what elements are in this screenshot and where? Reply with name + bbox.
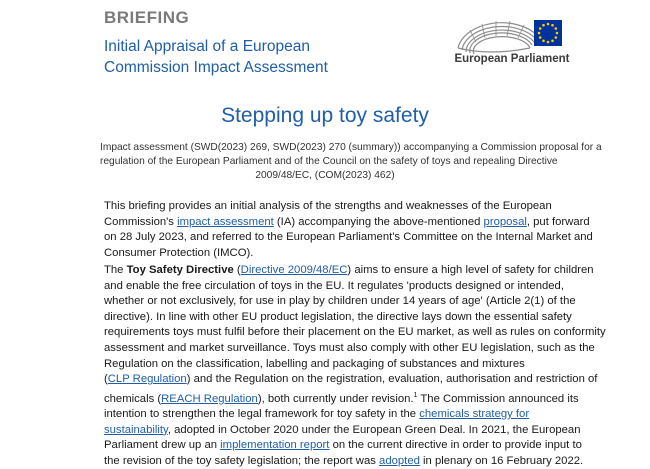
text: ) aims to ensure a high level of safety for children [347, 264, 594, 276]
toy-safety-paragraph [104, 263, 606, 469]
text-line: and enable the free circulation of toys in the EU. It regulates 'products designed or intended, [104, 279, 564, 292]
text-line: on 28 July 2023, and referred to the European Parliament's Committee on the Internal Market and [104, 231, 593, 244]
text-line: assessment and market surveillance. Toys must also comply with other EU legislation, such as the [104, 341, 595, 354]
text-line [104, 454, 584, 469]
european-parliament-logo [450, 8, 570, 78]
briefing-label: BRIEFING [104, 8, 190, 27]
chemicals-strategy-link[interactable]: sustainability [104, 423, 168, 436]
text-line: requirements toys must fulfil before their placement on the EU market, as well as rules on conformity [104, 326, 606, 339]
text: chemicals ( [104, 392, 162, 405]
text-line: (CLP Regulation) and the Regulation on the registration, evaluation, authorisation and restriction of [104, 373, 598, 386]
ia-reference-line: 2009/48/EC, (COM(2023) 462) [255, 170, 395, 181]
text-line: This briefing provides an initial analysis of the strengths and weaknesses of the European [104, 200, 552, 212]
text: ( [233, 264, 241, 276]
subtitle-line: Initial Appraisal of a European [104, 38, 310, 55]
text-line: directive). In line with other EU product legislation, the directive lays down the essential safety [104, 310, 572, 323]
directive-link[interactable]: Directive 2009/48/EC [240, 264, 348, 276]
text-line: Regulation on the classification, labelling and packaging of substances and mixtures [104, 357, 525, 370]
page-title: Stepping up toy safety [221, 104, 429, 127]
adopted-link[interactable]: adopted [379, 454, 420, 467]
text-line [104, 388, 579, 407]
proposal-link[interactable]: proposal [483, 215, 527, 228]
text: Commission's [104, 215, 178, 228]
logo-label: European Parliament [454, 53, 570, 65]
clp-regulation-link[interactable]: CLP Regulation [107, 373, 187, 386]
subtitle-line: Commission Impact Assessment [104, 59, 328, 76]
text-line [104, 407, 554, 423]
footnote-marker[interactable]: 1 [413, 391, 418, 399]
bold-term: Toy Safety Directive [126, 264, 234, 276]
text-line: Consumer Protection (IMCO). [104, 246, 254, 259]
chemicals-strategy-link[interactable]: chemicals strategy for [419, 408, 530, 421]
text: ), both currently under revision. [257, 392, 414, 405]
text: the revision of the toy safety legislation; the report was [104, 454, 380, 467]
text-line: whether or not exclusively, for use in play by children under 14 years of age' (Article 2(1) of the [104, 295, 576, 308]
text: intention to strengthen the legal framework for toy safety in the [104, 408, 420, 421]
report-subtitle [104, 36, 364, 78]
text: in plenary on 16 February 2022. [419, 454, 584, 467]
text: The Commission announced its [417, 392, 579, 405]
text: on the current directive in order to provide input to [329, 439, 582, 452]
text-line [104, 438, 582, 454]
ia-reference-line: regulation of the European Parliament and of the Council on the safety of toys and repealing Directive [100, 156, 558, 167]
reach-regulation-link[interactable]: REACH Regulation [161, 392, 258, 405]
text-line [104, 215, 590, 231]
text: , put forward [526, 215, 590, 228]
text: ) and the Regulation on the registration, evaluation, authorisation and restriction of [186, 373, 598, 386]
text: , adopted in October 2020 under the European Green Deal. In 2021, the European [167, 423, 581, 436]
implementation-report-link[interactable]: implementation report [220, 439, 330, 452]
impact-assessment-link[interactable]: impact assessment [177, 215, 274, 228]
text-line [104, 423, 581, 439]
text-line [104, 263, 594, 279]
text: (IA) accompanying the above-mentioned [273, 215, 484, 228]
intro-paragraph [104, 199, 593, 261]
text: Parliament drew up an [104, 439, 221, 452]
text: The [104, 264, 127, 276]
ia-reference-line: Impact assessment (SWD(2023) 269, SWD(2023) 270 (summary)) accompanying a Commission proposal for a [100, 142, 602, 153]
